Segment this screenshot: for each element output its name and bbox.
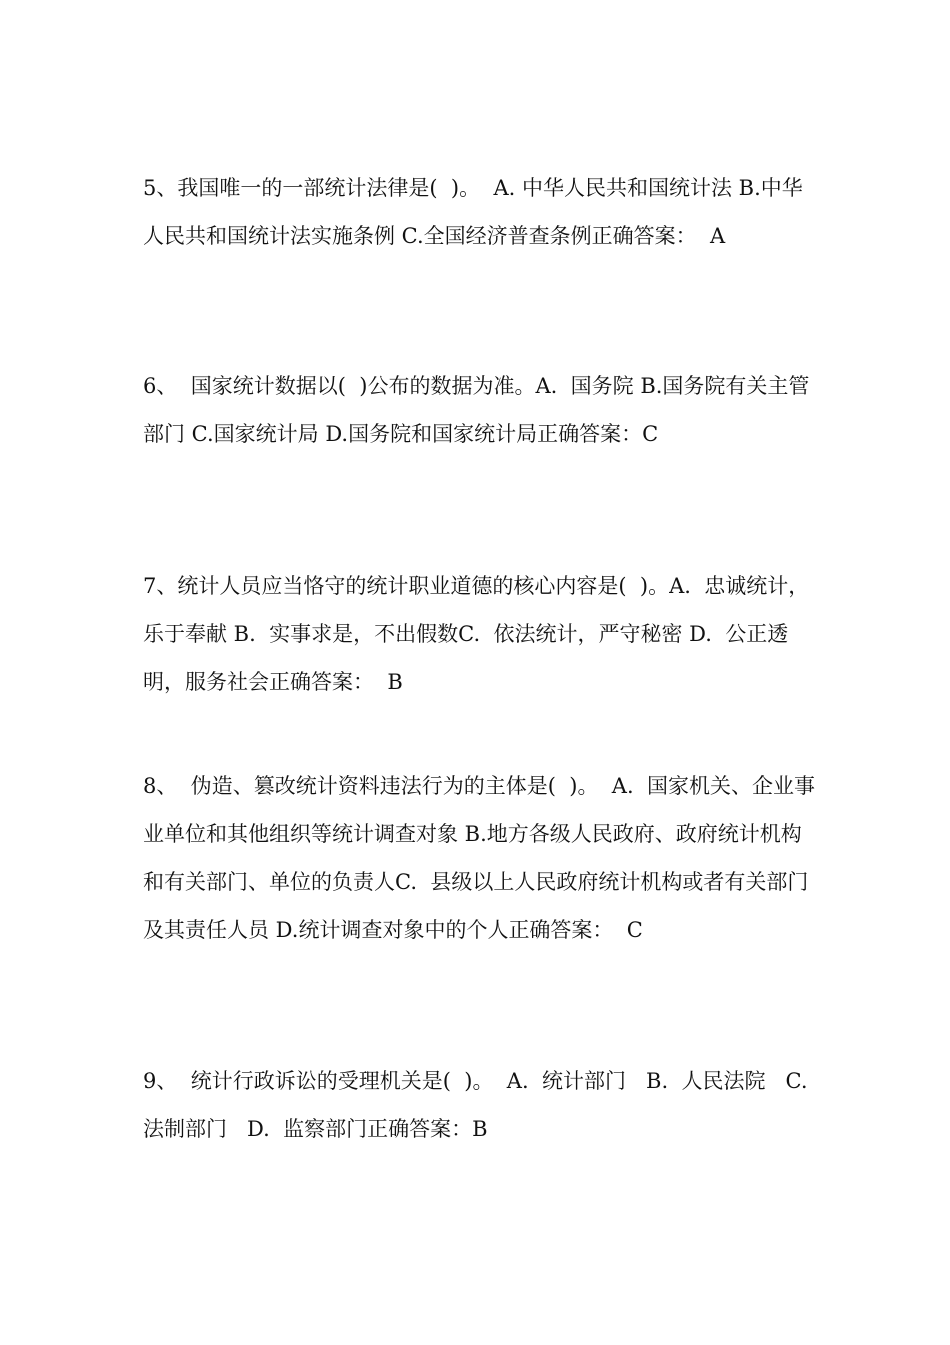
question-8: 8、 伪造、篡改统计资料违法行为的主体是( )。 A. 国家机关、企业事业单位和其他组织等统计调查对象 B.地方各级人民政府、政府统计机构和有关部门、单位的负责人C. 县级以上人民政府统计机构或者有关部门及其责任人员 D.统计调查对象中的个人正确答案： C (143, 774, 815, 942)
question-9: 9、 统计行政诉讼的受理机关是( )。 A. 统计部门 B. 人民法院 C. 法制部门 D. 监察部门正确答案：B (143, 1069, 821, 1141)
question-6: 6、 国家统计数据以( )公布的数据为准。A. 国务院 B.国务院有关主管部门 C.国家统计局 D.国务院和国家统计局正确答案：C (143, 374, 810, 446)
question-7: 7、统计人员应当恪守的统计职业道德的核心内容是( )。A. 忠诚统计，乐于奉献 B. 实事求是，不出假数C. 依法统计，严守秘密 D. 公正透明，服务社会正确答案： B (143, 574, 810, 694)
question-5: 5、我国唯一的一部统计法律是( )。 A. 中华人民共和国统计法 B.中华人民共和国统计法实施条例 C.全国经济普查条例正确答案： A (143, 176, 803, 248)
